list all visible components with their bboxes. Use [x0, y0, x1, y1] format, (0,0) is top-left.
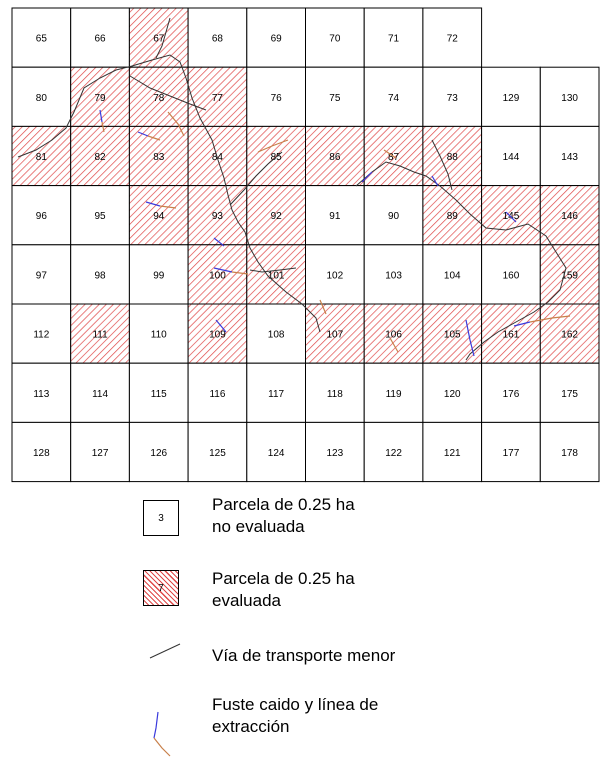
- parcel-label: 124: [267, 448, 285, 459]
- parcel-label: 145: [502, 211, 520, 223]
- parcel-label: 101: [267, 270, 285, 282]
- parcel-71: [364, 8, 423, 67]
- parcel-label: 177: [502, 448, 520, 459]
- parcel-84: [188, 126, 247, 185]
- parcel-label: 86: [329, 152, 341, 163]
- legend-sample-evaluated: 7: [143, 570, 179, 606]
- parcel-66: [71, 8, 130, 67]
- parcel-120: [423, 363, 482, 422]
- parcel-label: 116: [209, 388, 226, 400]
- parcel-111: [71, 304, 130, 363]
- parcel-128: [12, 422, 71, 481]
- parcel-89: [423, 186, 482, 245]
- parcel-177: [482, 422, 541, 481]
- parcel-86: [306, 126, 365, 185]
- parcel-113: [12, 363, 71, 422]
- parcel-label: 113: [33, 388, 50, 400]
- parcel-72: [423, 8, 482, 67]
- parcel-label: 91: [329, 211, 341, 223]
- parcel-label: 81: [35, 152, 47, 163]
- parcel-104: [423, 245, 482, 304]
- parcel-176: [482, 363, 541, 422]
- parcel-107: [306, 304, 365, 363]
- parcel-label: 125: [209, 448, 226, 459]
- parcel-label: 119: [385, 388, 402, 400]
- parcel-label: 70: [329, 33, 341, 45]
- parcel-118: [306, 363, 365, 422]
- parcel-143: [540, 126, 599, 185]
- parcel-label: 75: [329, 92, 341, 104]
- legend-label-not-evaluated: Parcela de 0.25 ha no evaluada: [212, 495, 355, 536]
- parcel-160: [482, 245, 541, 304]
- parcel-91: [306, 186, 365, 245]
- parcel-label: 73: [446, 92, 458, 104]
- parcel-99: [129, 245, 188, 304]
- parcel-175: [540, 363, 599, 422]
- trunk-legend-icon: [148, 708, 184, 760]
- parcel-label: 146: [561, 211, 578, 223]
- parcel-label: 105: [443, 329, 461, 341]
- parcel-label: 85: [270, 152, 282, 163]
- parcel-label: 66: [94, 33, 106, 45]
- parcel-label: 94: [153, 211, 165, 223]
- parcel-105: [423, 304, 482, 363]
- parcel-label: 88: [446, 152, 458, 163]
- parcel-label: 103: [385, 270, 402, 282]
- parcel-label: 87: [387, 152, 400, 163]
- parcel-73: [423, 67, 482, 126]
- parcel-88: [423, 126, 482, 185]
- parcel-label: 97: [35, 270, 47, 282]
- parcel-98: [71, 245, 130, 304]
- parcel-110: [129, 304, 188, 363]
- parcel-label: 74: [387, 92, 400, 104]
- parcel-label: 76: [270, 92, 282, 104]
- parcel-101: [247, 245, 306, 304]
- parcel-77: [188, 67, 247, 126]
- parcel-129: [482, 67, 541, 126]
- parcel-146: [540, 186, 599, 245]
- parcel-label: 120: [443, 388, 461, 400]
- parcel-label: 78: [153, 92, 165, 104]
- parcel-159: [540, 245, 599, 304]
- parcel-125: [188, 422, 247, 481]
- parcel-95: [71, 186, 130, 245]
- parcel-144: [482, 126, 541, 185]
- parcel-123: [306, 422, 365, 481]
- parcel-label: 112: [33, 329, 50, 341]
- legend-sample-not-evaluated: 3: [143, 500, 179, 536]
- parcel-label: 90: [387, 211, 400, 223]
- parcel-93: [188, 186, 247, 245]
- parcel-68: [188, 8, 247, 67]
- parcel-79: [71, 67, 130, 126]
- legend-label-trunk: Fuste caido y línea de extracción: [212, 695, 379, 736]
- parcel-76: [247, 67, 306, 126]
- parcel-74: [364, 67, 423, 126]
- parcel-122: [364, 422, 423, 481]
- parcel-label: 104: [443, 270, 461, 282]
- parcel-label: 108: [267, 329, 285, 341]
- road-legend-icon: [148, 640, 184, 662]
- parcel-70: [306, 8, 365, 67]
- parcel-178: [540, 422, 599, 481]
- parcel-label: 123: [326, 448, 344, 459]
- parcel-label: 72: [446, 33, 458, 45]
- parcel-label: 162: [561, 329, 578, 341]
- parcel-97: [12, 245, 71, 304]
- parcel-112: [12, 304, 71, 363]
- parcel-label: 130: [561, 92, 578, 104]
- parcel-label: 82: [94, 152, 106, 163]
- parcel-label: 89: [446, 211, 458, 223]
- parcel-label: 84: [211, 152, 224, 163]
- parcel-label: 107: [326, 329, 344, 341]
- legend-label-road: Vía de transporte menor: [212, 646, 396, 665]
- parcel-label: 67: [153, 33, 165, 45]
- parcel-124: [247, 422, 306, 481]
- parcel-label: 122: [385, 448, 402, 459]
- parcel-label: 126: [150, 448, 168, 459]
- parcel-label: 178: [561, 448, 578, 459]
- parcel-115: [129, 363, 188, 422]
- parcel-label: 118: [326, 388, 343, 400]
- parcel-label: 95: [94, 211, 106, 223]
- parcel-label: 102: [326, 270, 344, 282]
- legend-label-evaluated: Parcela de 0.25 ha evaluada: [212, 569, 355, 610]
- parcel-label: 106: [385, 329, 402, 341]
- parcel-116: [188, 363, 247, 422]
- parcel-label: 100: [209, 270, 226, 282]
- parcel-90: [364, 186, 423, 245]
- parcel-108: [247, 304, 306, 363]
- parcel-label: 92: [270, 211, 282, 223]
- parcel-130: [540, 67, 599, 126]
- parcel-69: [247, 8, 306, 67]
- parcel-65: [12, 8, 71, 67]
- parcel-127: [71, 422, 130, 481]
- parcel-117: [247, 363, 306, 422]
- parcel-119: [364, 363, 423, 422]
- parcel-label: 143: [561, 152, 578, 163]
- parcel-100: [188, 245, 247, 304]
- parcel-78: [129, 67, 188, 126]
- parcel-label: 93: [211, 211, 224, 223]
- parcel-106: [364, 304, 423, 363]
- parcel-label: 127: [91, 448, 109, 459]
- parcel-label: 144: [502, 152, 520, 163]
- parcel-103: [364, 245, 423, 304]
- parcel-label: 160: [502, 270, 520, 282]
- parcel-label: 159: [561, 270, 578, 282]
- parcel-label: 80: [35, 92, 47, 104]
- parcel-label: 111: [92, 329, 108, 341]
- parcel-83: [129, 126, 188, 185]
- parcel-label: 121: [443, 448, 461, 459]
- parcel-label: 110: [150, 329, 167, 341]
- parcel-label: 98: [94, 270, 106, 282]
- parcel-label: 71: [387, 33, 400, 45]
- parcel-102: [306, 245, 365, 304]
- parcel-label: 79: [94, 92, 106, 104]
- parcel-121: [423, 422, 482, 481]
- parcel-label: 69: [270, 33, 282, 45]
- parcel-label: 99: [153, 270, 165, 282]
- parcel-126: [129, 422, 188, 481]
- parcel-75: [306, 67, 365, 126]
- parcel-label: 161: [502, 329, 520, 341]
- parcel-label: 115: [150, 388, 167, 400]
- parcel-label: 96: [35, 211, 47, 223]
- parcel-label: 128: [33, 448, 50, 459]
- parcel-label: 114: [92, 388, 109, 400]
- parcel-109: [188, 304, 247, 363]
- parcel-label: 176: [502, 388, 520, 400]
- parcel-label: 175: [561, 388, 578, 400]
- parcel-82: [71, 126, 130, 185]
- parcel-label: 83: [153, 152, 165, 163]
- parcel-145: [482, 186, 541, 245]
- parcel-80: [12, 67, 71, 126]
- parcel-label: 129: [502, 92, 520, 104]
- parcel-114: [71, 363, 130, 422]
- parcel-92: [247, 186, 306, 245]
- parcel-label: 65: [35, 33, 47, 45]
- parcel-94: [129, 186, 188, 245]
- parcel-96: [12, 186, 71, 245]
- parcel-label: 109: [209, 329, 226, 341]
- parcel-162: [540, 304, 599, 363]
- parcel-label: 68: [211, 33, 224, 45]
- parcel-label: 77: [211, 92, 224, 104]
- parcel-label: 117: [268, 388, 285, 400]
